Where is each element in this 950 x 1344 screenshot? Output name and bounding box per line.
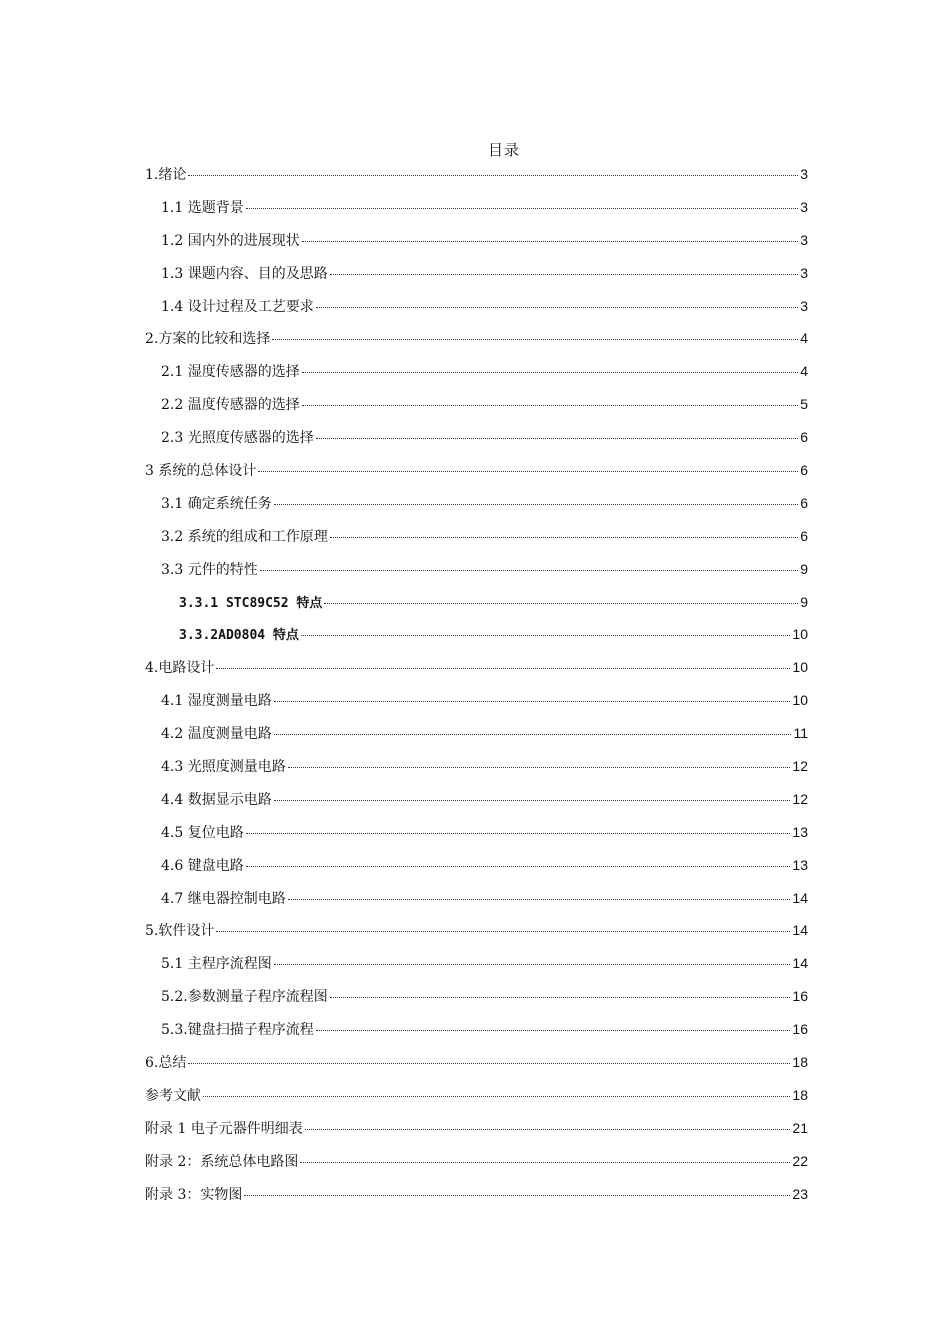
toc-entry[interactable] (145, 493, 808, 526)
toc-dot-leader (302, 372, 798, 373)
toc-entry[interactable] (145, 756, 808, 789)
toc-entry[interactable] (145, 263, 808, 296)
toc-dot-leader (302, 241, 798, 242)
toc-dot-leader (246, 866, 791, 867)
toc-entry-label: 附录 3：实物图 (145, 1186, 243, 1203)
toc-entry-label: 4.6 键盘电路 (161, 857, 244, 874)
toc-entry[interactable] (145, 559, 808, 592)
toc-entry-label: 2.3 光照度传感器的选择 (161, 430, 314, 447)
toc-entry[interactable] (145, 1151, 808, 1184)
toc-entry[interactable] (145, 526, 808, 559)
toc-entry-page-number: 18 (792, 1086, 808, 1103)
toc-dot-leader (216, 668, 790, 669)
toc-entry-page-number: 3 (800, 264, 808, 281)
toc-entry[interactable] (145, 361, 808, 394)
toc-dot-leader (188, 1063, 790, 1064)
toc-entry-page-number: 10 (792, 692, 808, 709)
toc-entry-page-number: 4 (800, 363, 808, 380)
toc-entry[interactable] (145, 394, 808, 427)
toc-dot-leader (244, 1195, 790, 1196)
toc-entry-page-number: 12 (792, 790, 808, 807)
toc-entry[interactable] (145, 1019, 808, 1052)
toc-entry-label: 参考文献 (145, 1087, 201, 1104)
toc-entry[interactable] (145, 592, 808, 625)
toc-entry-label: 3.2 系统的组成和工作原理 (161, 528, 328, 545)
toc-entry-page-number: 12 (792, 758, 808, 775)
toc-entry[interactable] (145, 296, 808, 329)
toc-entry-page-number: 9 (800, 593, 808, 610)
toc-dot-leader (203, 1096, 790, 1097)
toc-dot-leader (246, 208, 798, 209)
toc-entry-label: 4.1 湿度测量电路 (161, 693, 272, 710)
toc-entry-page-number: 10 (792, 626, 808, 643)
toc-dot-leader (302, 405, 798, 406)
toc-entry-page-number: 3 (800, 297, 808, 314)
toc-entry-label: 3.3.1 STC89C52 特点 (179, 595, 323, 611)
toc-dot-leader (258, 471, 798, 472)
toc-entry-page-number: 10 (792, 659, 808, 676)
toc-entry-page-number: 3 (800, 166, 808, 182)
toc-entry-label: 2.1 湿度传感器的选择 (161, 364, 300, 381)
toc-entry-label: 4.4 数据显示电路 (161, 791, 272, 808)
toc-entry-label: 4.3 光照度测量电路 (161, 759, 286, 776)
toc-entry-label: 3 系统的总体设计 (145, 463, 257, 480)
toc-dot-leader (301, 635, 791, 636)
toc-dot-leader (216, 931, 790, 932)
toc-entry-label: 3.3.2AD0804 特点 (179, 628, 299, 644)
toc-entry[interactable] (145, 427, 808, 460)
toc-entry-label: 5.1 主程序流程图 (161, 956, 272, 973)
toc-entry-page-number: 22 (792, 1152, 808, 1169)
toc-entry-page-number: 14 (792, 889, 808, 906)
toc-entry-page-number: 13 (792, 856, 808, 873)
toc-entry-page-number: 6 (800, 494, 808, 511)
toc-dot-leader (246, 833, 791, 834)
toc-entry-page-number: 3 (800, 198, 808, 215)
toc-dot-leader (274, 701, 791, 702)
toc-dot-leader (305, 1129, 791, 1130)
toc-entry[interactable] (145, 855, 808, 888)
table-of-contents (145, 164, 808, 1217)
toc-entry-page-number: 14 (792, 955, 808, 972)
toc-dot-leader (330, 274, 798, 275)
toc-entry-page-number: 6 (800, 429, 808, 446)
toc-entry-page-number: 16 (792, 988, 808, 1005)
toc-dot-leader (330, 537, 798, 538)
toc-title: 目录 (487, 141, 520, 159)
toc-entry[interactable] (145, 953, 808, 986)
toc-entry-page-number: 11 (793, 725, 808, 742)
toc-entry-page-number: 21 (792, 1119, 808, 1136)
toc-entry-page-number: 3 (800, 231, 808, 248)
toc-entry[interactable] (145, 920, 808, 953)
toc-entry-label: 5.软件设计 (145, 923, 215, 940)
toc-entry-page-number: 13 (792, 823, 808, 840)
toc-entry[interactable] (145, 164, 808, 197)
toc-entry[interactable] (145, 1085, 808, 1118)
toc-entry[interactable] (145, 657, 808, 690)
toc-dot-leader (316, 438, 798, 439)
toc-entry-label: 1.2 国内外的进展现状 (161, 232, 300, 249)
toc-entry-label: 附录 2：系统总体电路图 (145, 1153, 299, 1170)
toc-entry-label: 2.2 温度传感器的选择 (161, 397, 300, 414)
toc-dot-leader (274, 964, 791, 965)
toc-entry-label: 1.4 设计过程及工艺要求 (161, 298, 314, 315)
toc-entry-page-number: 4 (800, 330, 808, 347)
toc-entry[interactable] (145, 822, 808, 855)
toc-entry-page-number: 6 (800, 527, 808, 544)
toc-entry[interactable] (145, 789, 808, 822)
toc-dot-leader (274, 734, 792, 735)
toc-dot-leader (260, 570, 798, 571)
toc-entry[interactable] (145, 328, 808, 361)
toc-entry-label: 5.3.键盘扫描子程序流程 (161, 1022, 314, 1039)
toc-dot-leader (288, 899, 791, 900)
toc-entry[interactable] (145, 1184, 808, 1217)
toc-entry[interactable] (145, 197, 808, 230)
toc-dot-leader (300, 1162, 790, 1163)
toc-dot-leader (316, 1030, 791, 1031)
toc-entry-label: 4.7 继电器控制电路 (161, 890, 286, 907)
toc-dot-leader (274, 504, 798, 505)
toc-entry-label: 4.2 温度测量电路 (161, 726, 272, 743)
toc-entry-label: 4.5 复位电路 (161, 824, 244, 841)
toc-entry[interactable] (145, 690, 808, 723)
toc-entry-page-number: 14 (792, 922, 808, 939)
toc-entry-page-number: 6 (800, 462, 808, 479)
toc-entry-label: 1.3 课题内容、目的及思路 (161, 265, 328, 282)
toc-dot-leader (330, 997, 791, 998)
toc-dot-leader (316, 307, 798, 308)
toc-entry-label: 2.方案的比较和选择 (145, 331, 271, 348)
toc-entry-label: 6.总结 (145, 1055, 187, 1072)
toc-entry[interactable] (145, 1118, 808, 1151)
toc-entry[interactable] (145, 1052, 808, 1085)
toc-entry-label: 3.3 元件的特性 (161, 561, 258, 578)
toc-entry-page-number: 18 (792, 1054, 808, 1071)
toc-dot-leader (274, 800, 791, 801)
toc-entry-page-number: 23 (792, 1185, 808, 1202)
toc-entry-label: 1.1 选题背景 (161, 199, 244, 216)
toc-entry[interactable] (145, 460, 808, 493)
toc-entry-label: 5.2.参数测量子程序流程图 (161, 989, 328, 1006)
toc-dot-leader (272, 339, 798, 340)
toc-entry[interactable] (145, 888, 808, 921)
toc-dot-leader (324, 603, 798, 604)
toc-entry[interactable] (145, 986, 808, 1019)
toc-entry[interactable] (145, 230, 808, 263)
toc-entry-label: 1.绪论 (145, 167, 187, 183)
toc-entry-page-number: 9 (800, 560, 808, 577)
toc-entry-page-number: 5 (800, 396, 808, 413)
toc-dot-leader (288, 767, 791, 768)
toc-entry-page-number: 16 (792, 1021, 808, 1038)
toc-entry-label: 4.电路设计 (145, 660, 215, 677)
toc-entry-label: 3.1 确定系统任务 (161, 495, 272, 512)
toc-entry[interactable] (145, 624, 808, 657)
toc-dot-leader (188, 175, 798, 176)
toc-entry-label: 附录 1 电子元器件明细表 (145, 1120, 303, 1137)
toc-entry[interactable] (145, 723, 808, 756)
